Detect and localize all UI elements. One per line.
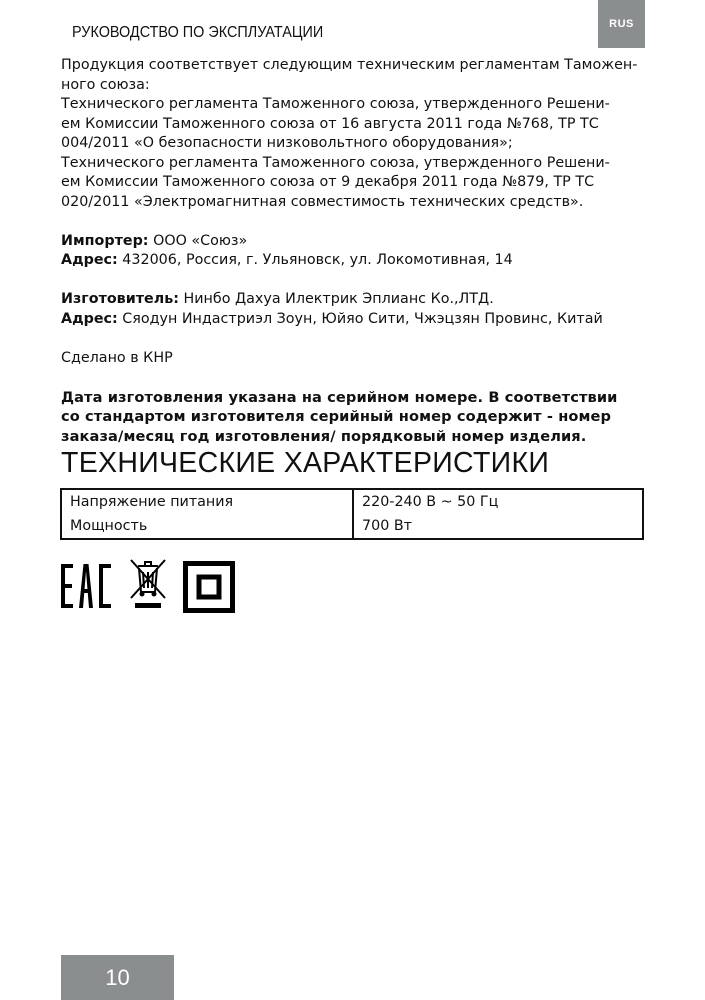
importer-value: ООО «Союз» <box>153 232 248 249</box>
compliance-line: 004/2011 «О безопасности низковольтного оборудования»; <box>61 135 513 151</box>
importer-label: Импортер: <box>61 232 149 249</box>
weee-crossed-bin-icon <box>127 556 169 612</box>
manufacturer-block <box>61 290 661 329</box>
importer-block <box>61 232 661 271</box>
compliance-line: ного союза: <box>61 76 150 93</box>
manufacturer-address-value: Сяодун Индастриэл Зоун, Юйяо Сити, Чжэцзян Провинс, Китай <box>122 310 603 327</box>
document-title: РУКОВОДСТВО ПО ЭКСПЛУАТАЦИИ <box>72 24 324 41</box>
importer-address-label: Адрес: <box>61 252 118 268</box>
compliance-line: ем Комиссии Таможенного союза от 16 августа 2011 года №768, ТР ТС <box>61 115 599 132</box>
compliance-line: ем Комиссии Таможенного союза от 9 декабря 2011 года №879, ТР ТС <box>61 174 595 190</box>
country-of-origin: Сделано в КНР <box>61 349 173 366</box>
manufacturer-address-label: Адрес: <box>61 310 118 327</box>
spec-param: Напряжение питания <box>61 489 353 514</box>
table-row <box>61 489 643 514</box>
document-body <box>61 56 661 446</box>
manufacturer-value: Нинбо Дахуа Илектрик Эплианс Ко.,ЛТД. <box>183 291 494 307</box>
compliance-line: Технического регламента Таможенного союза, утвержденного Решени- <box>61 96 610 112</box>
spec-value: 220-240 В ~ 50 Гц <box>353 489 643 514</box>
compliance-paragraph <box>61 56 661 212</box>
page-number: 10 <box>61 955 174 1000</box>
compliance-line: Технического регламента Таможенного союза, утвержденного Решени- <box>61 154 610 171</box>
specs-table <box>60 488 644 540</box>
notice-line: со стандартом изготовителя серийный номер содержит - номер <box>61 408 612 425</box>
compliance-line: Продукция соответствует следующим техническим регламентам Таможен- <box>61 57 638 73</box>
importer-address-value: 432006, Россия, г. Ульяновск, ул. Локомотивная, 14 <box>122 252 513 268</box>
spec-value: 700 Вт <box>353 514 643 539</box>
compliance-line: 020/2011 «Электромагнитная совместимость технических средств». <box>61 193 584 210</box>
eac-mark-icon <box>61 561 111 611</box>
language-tab: RUS <box>598 0 645 48</box>
manufacture-date-notice <box>61 388 661 447</box>
notice-line: Дата изготовления указана на серийном номере. В соответствии <box>61 388 618 406</box>
notice-line: заказа/месяц год изготовления/ порядковый номер изделия. <box>61 427 587 445</box>
manufacturer-label: Изготовитель: <box>61 291 179 307</box>
class-ii-double-square-icon <box>183 561 235 613</box>
specs-heading: ТЕХНИЧЕСКИЕ ХАРАКТЕРИСТИКИ <box>61 447 550 479</box>
spec-param: Мощность <box>61 514 353 539</box>
table-row <box>61 514 643 539</box>
